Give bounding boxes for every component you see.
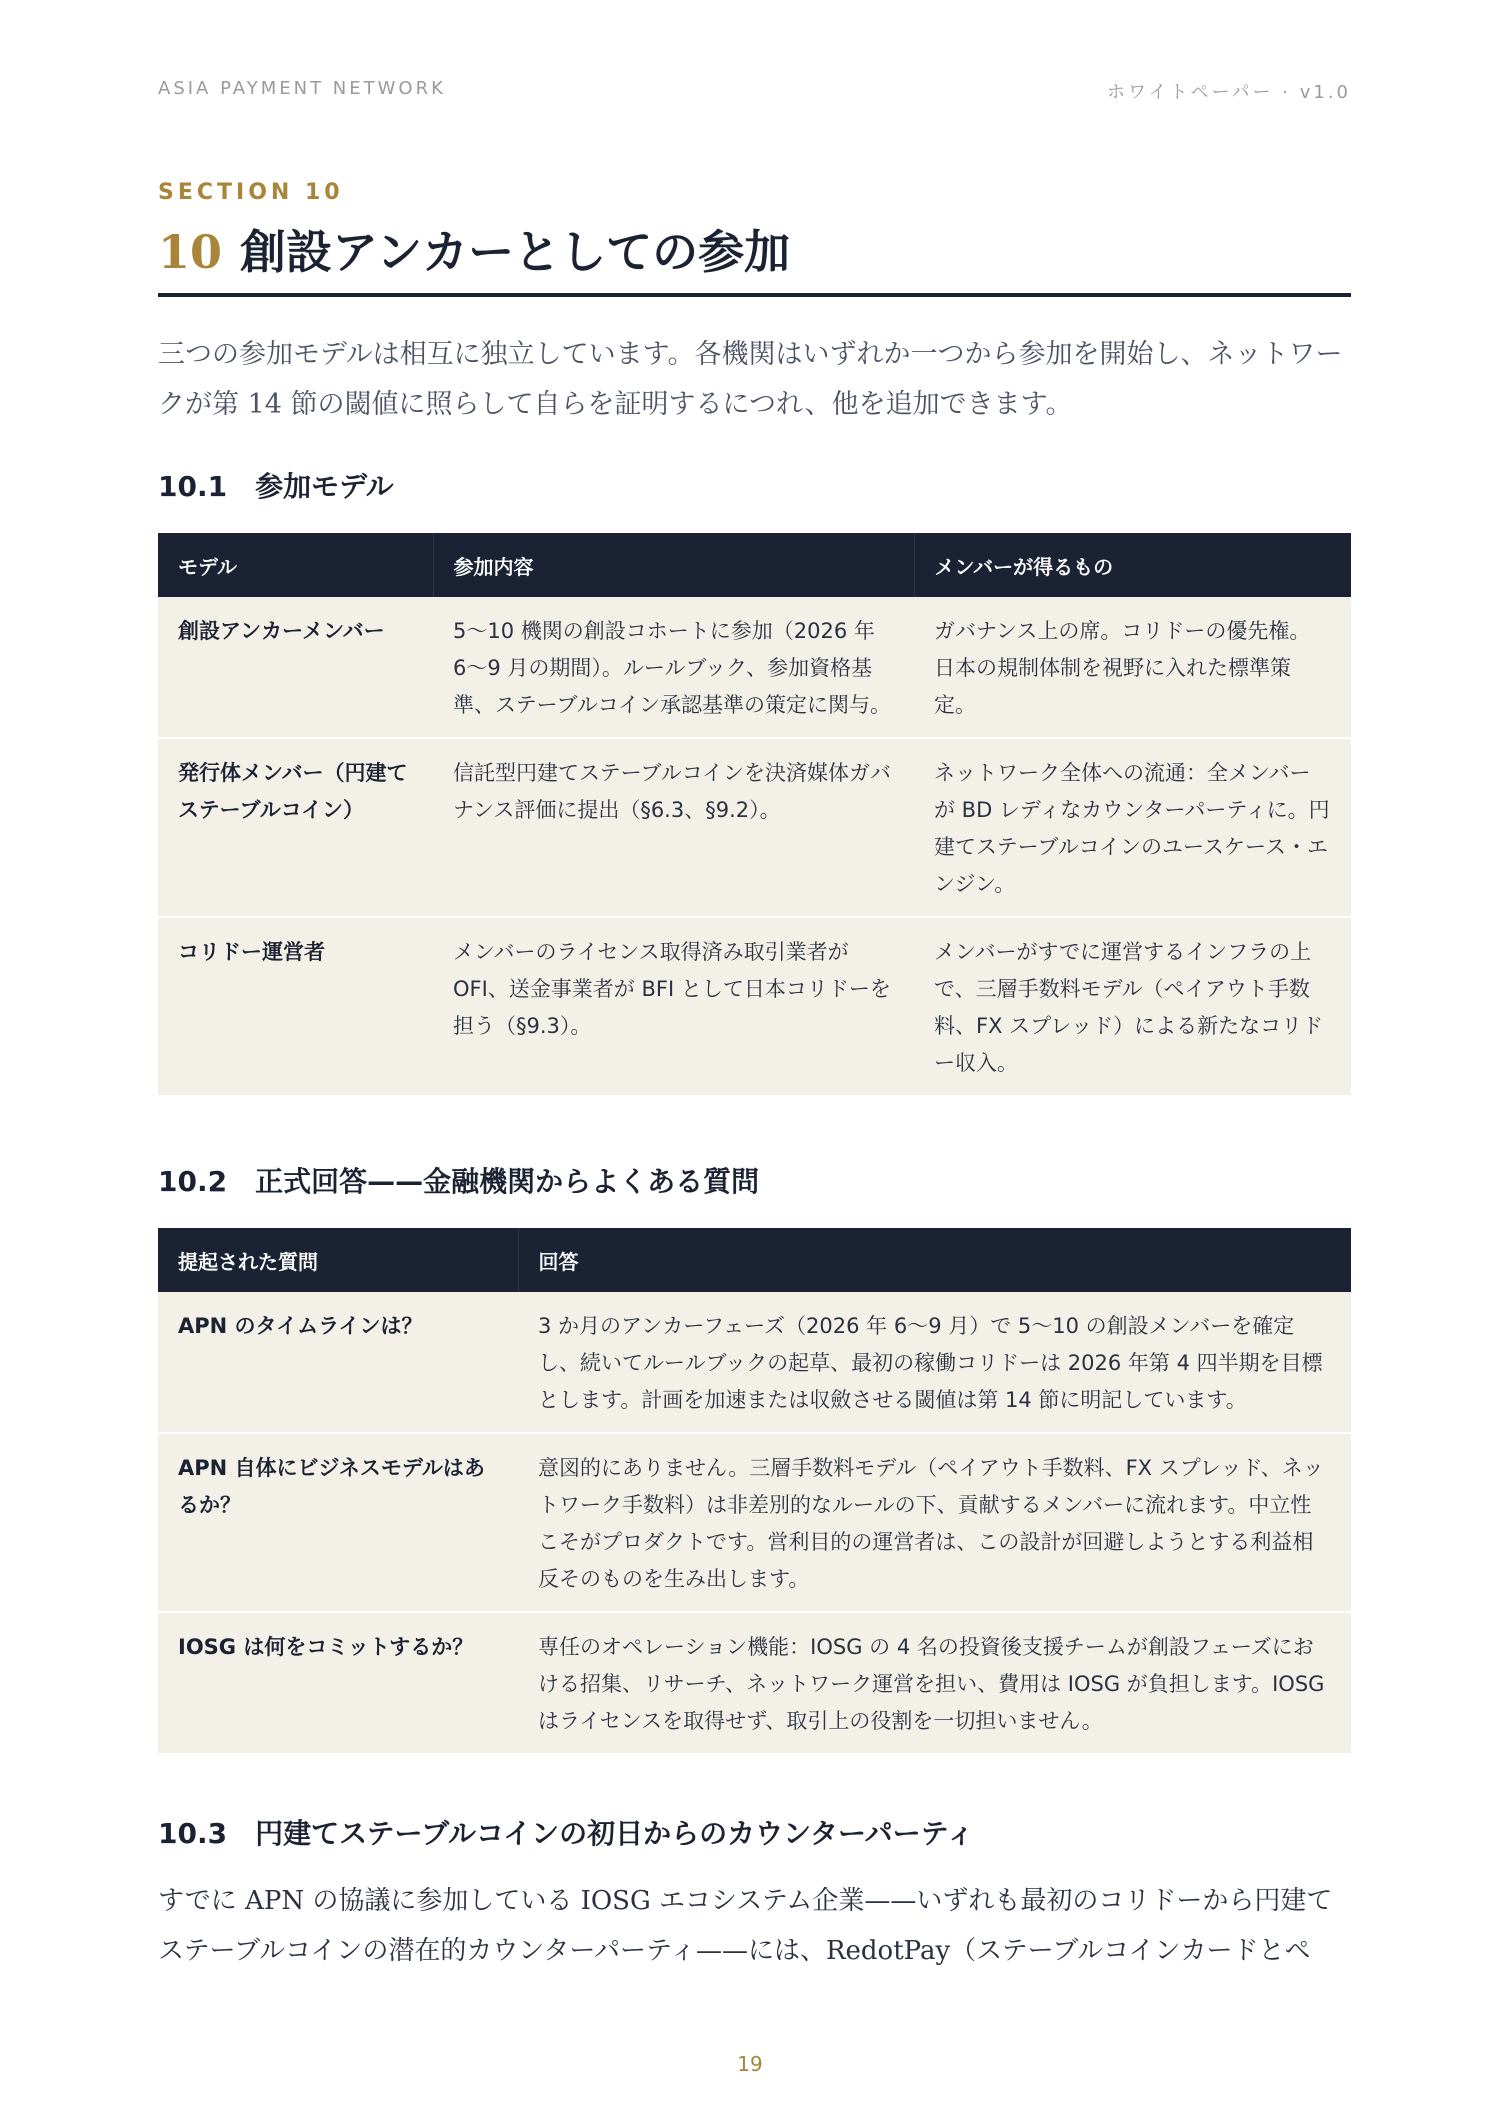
table-row: [158, 1433, 1351, 1612]
faq-table: [158, 1228, 1351, 1755]
header-publisher: ASIA PAYMENT NETWORK: [158, 78, 446, 99]
benefit-cell: ネットワーク全体への流通：全メンバーが BD レディなカウンターパーティに。円建てステーブルコインのユースケース・エンジン。: [914, 738, 1351, 917]
model-cell: 発行体メンバー（円建てステーブルコイン）: [158, 738, 433, 917]
subsection-heading-faq: 10.2 正式回答——金融機関からよくある質問: [158, 1165, 760, 1198]
section-number: 10: [158, 225, 223, 279]
header-document-version: ホワイトペーパー · v1.0: [1106, 82, 1351, 103]
title-divider: [158, 293, 1351, 297]
lead-paragraph: 三つの参加モデルは相互に独立しています。各機関はいずれか一つから参加を開始し、ネットワークが第 14 節の閾値に照らして自らを証明するにつれ、他を追加できます。: [158, 339, 1343, 420]
participation-cell: 信託型円建てステーブルコインを決済媒体ガバナンス評価に提出（§6.3、§9.2）。: [433, 738, 914, 917]
subsection-heading-counterparties: 10.3 円建てステーブルコインの初日からのカウンターパーティ: [158, 1817, 975, 1850]
table-row: [158, 738, 1351, 917]
participation-cell: 5〜10 機関の創設コホートに参加（2026 年 6〜9 月の期間）。ルールブック、参加資格基準、ステーブルコイン承認基準の策定に関与。: [433, 597, 914, 738]
section-title: 創設アンカーとしての参加: [240, 225, 791, 279]
benefit-cell: メンバーがすでに運営するインフラの上で、三層手数料モデル（ペイアウト手数料、FX スプレッド）による新たなコリドー収入。: [914, 917, 1351, 1096]
column-header: モデル: [158, 533, 433, 597]
question-cell: APN のタイムラインは？: [158, 1292, 518, 1433]
model-cell: 創設アンカーメンバー: [158, 597, 433, 738]
table-row: [158, 1292, 1351, 1433]
table-header-row: [158, 533, 1351, 597]
column-header: 提起された質問: [158, 1228, 518, 1292]
answer-cell: 意図的にありません。三層手数料モデル（ペイアウト手数料、FX スプレッド、ネットワーク手数料）は非差別的なルールの下、貢献するメンバーに流れます。中立性こそがプロダクトです。営利目的の運営者は、この設計が回避しようとする利益相反そのものを生み出します。: [518, 1433, 1351, 1612]
column-header: 回答: [518, 1228, 1351, 1292]
section-kicker: SECTION 10: [158, 180, 344, 205]
benefit-cell: ガバナンス上の席。コリドーの優先権。日本の規制体制を視野に入れた標準策定。: [914, 597, 1351, 738]
page-number: 19: [737, 2052, 763, 2076]
page-title: [158, 222, 1351, 282]
participation-models-table: [158, 533, 1351, 1097]
subsection-heading-participation-models: 10.1 参加モデル: [158, 470, 394, 503]
answer-cell: 専任のオペレーション機能：IOSG の 4 名の投資後支援チームが創設フェーズにおける招集、リサーチ、ネットワーク運営を担い、費用は IOSG が負担します。IOSG はライセンスを取得せず、取引上の役割を一切担いません。: [518, 1612, 1351, 1754]
question-cell: IOSG は何をコミットするか？: [158, 1612, 518, 1754]
running-header: [158, 78, 1351, 103]
question-cell: APN 自体にビジネスモデルはあるか？: [158, 1433, 518, 1612]
table-header-row: [158, 1228, 1351, 1292]
model-cell: コリドー運営者: [158, 917, 433, 1096]
column-header: 参加内容: [433, 533, 914, 597]
table-row: [158, 597, 1351, 738]
participation-cell: メンバーのライセンス取得済み取引業者が OFI、送金事業者が BFI として日本コリドーを担う（§9.3）。: [433, 917, 914, 1096]
table-row: [158, 917, 1351, 1096]
answer-cell: 3 か月のアンカーフェーズ（2026 年 6〜9 月）で 5〜10 の創設メンバーを確定し、続いてルールブックの起草、最初の稼働コリドーは 2026 年第 4 四半期を目標とします。計画を加速または収斂させる閾値は第 14 節に明記しています。: [518, 1292, 1351, 1433]
table-row: [158, 1612, 1351, 1754]
column-header: メンバーが得るもの: [914, 533, 1351, 597]
body-paragraph: すでに APN の協議に参加している IOSG エコシステム企業——いずれも最初のコリドーから円建てステーブルコインの潜在的カウンターパーティ——には、RedotPay（ステーブルコインカードとペ: [158, 1886, 1333, 1966]
